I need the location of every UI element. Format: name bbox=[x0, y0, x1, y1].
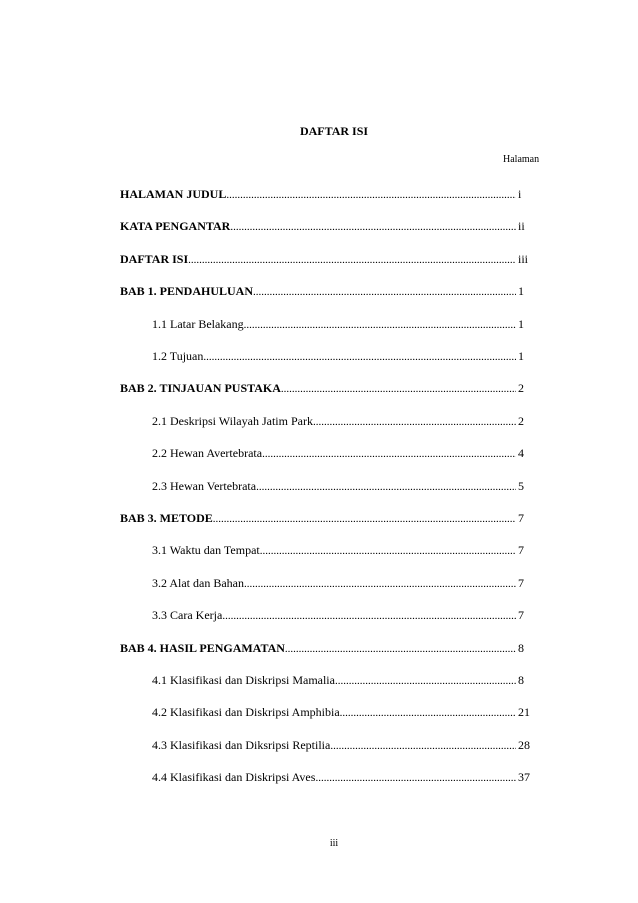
toc-entry bbox=[152, 672, 548, 688]
toc-entry-line bbox=[120, 186, 516, 202]
toc-entry-page: 7 bbox=[518, 543, 524, 558]
toc-entry bbox=[152, 348, 548, 364]
toc-entry-label: BAB 2. TINJAUAN PUSTAKA bbox=[120, 381, 281, 396]
toc-entry bbox=[120, 186, 548, 202]
toc-entry-page: i bbox=[518, 187, 522, 201]
toc-entry-label: 4.4 Klasifikasi dan Diskripsi Aves bbox=[152, 770, 316, 785]
toc-entry bbox=[152, 413, 548, 429]
toc-entry bbox=[120, 218, 548, 234]
toc-entry-line bbox=[152, 737, 516, 753]
toc-entry-page: 37 bbox=[518, 770, 530, 785]
toc-entry-line bbox=[152, 542, 516, 558]
toc-entry-line bbox=[152, 316, 516, 332]
dot-leader bbox=[203, 349, 516, 364]
toc-entry-line bbox=[152, 478, 516, 494]
toc-entry bbox=[152, 769, 548, 785]
toc-entry-line bbox=[152, 607, 516, 623]
dot-leader bbox=[230, 219, 516, 234]
toc-entry bbox=[120, 640, 548, 656]
toc-entry-line bbox=[120, 380, 516, 396]
toc-entry-page: 7 bbox=[518, 575, 524, 590]
toc-entry-page: 4 bbox=[518, 446, 524, 461]
toc-entry-page: 21 bbox=[518, 705, 530, 720]
toc-entry-label: 4.1 Klasifikasi dan Diskripsi Mamalia bbox=[152, 673, 335, 687]
toc-entry bbox=[152, 704, 548, 720]
toc-entry-page: 8 bbox=[518, 640, 524, 655]
toc-entry-label: 4.2 Klasifikasi dan Diskripsi Amphibia bbox=[152, 705, 340, 720]
dot-leader bbox=[340, 705, 516, 720]
toc-entry-line bbox=[152, 704, 516, 720]
toc-entry-page: 2 bbox=[518, 413, 524, 428]
toc-entry-page: iii bbox=[518, 251, 529, 266]
dot-leader bbox=[315, 770, 516, 785]
toc-entry-page: ii bbox=[518, 219, 525, 234]
toc-entry bbox=[120, 510, 548, 526]
toc-entry-label: 3.2 Alat dan Bahan bbox=[152, 575, 244, 590]
dot-leader bbox=[281, 381, 516, 396]
dot-leader bbox=[260, 543, 516, 558]
toc-entry bbox=[152, 607, 548, 623]
toc-entry-line bbox=[152, 445, 516, 461]
toc-entry-line bbox=[120, 251, 516, 267]
toc-entry-label: KATA PENGANTAR bbox=[120, 219, 231, 234]
dot-leader bbox=[330, 738, 516, 753]
toc-entry-label: 2.3 Hewan Vertebrata bbox=[152, 478, 257, 493]
page-column-header: Halaman bbox=[503, 154, 540, 165]
dot-leader bbox=[285, 641, 516, 656]
footer-page-number: iii bbox=[329, 838, 339, 849]
dot-leader bbox=[313, 414, 516, 429]
toc-entry bbox=[120, 283, 548, 299]
toc-entry-line bbox=[152, 672, 516, 688]
dot-leader bbox=[213, 511, 516, 526]
toc-entry-label: 3.3 Cara Kerja bbox=[152, 608, 223, 623]
toc-entry-page: 2 bbox=[518, 381, 524, 396]
toc-entry bbox=[152, 316, 548, 332]
toc-entry bbox=[152, 575, 548, 591]
toc-entry bbox=[120, 251, 548, 267]
toc-entry-label: 1.1 Latar Belakang bbox=[152, 316, 244, 331]
page-title: DAFTAR ISI bbox=[299, 124, 369, 138]
dot-leader bbox=[244, 576, 516, 591]
toc-entry-label: HALAMAN JUDUL bbox=[120, 187, 227, 201]
toc-entry-line bbox=[120, 510, 516, 526]
toc-entry-line bbox=[152, 348, 516, 364]
toc-entry-page: 7 bbox=[518, 608, 524, 623]
dot-leader bbox=[222, 608, 516, 623]
dot-leader bbox=[226, 187, 516, 202]
toc-entry-label: 4.3 Klasifikasi dan Diksripsi Reptilia bbox=[152, 737, 331, 752]
dot-leader bbox=[335, 673, 516, 688]
toc-entry bbox=[120, 380, 548, 396]
toc-entry-page: 1 bbox=[518, 284, 524, 299]
dot-leader bbox=[256, 479, 516, 494]
toc-entry-label: BAB 3. METODE bbox=[120, 511, 213, 525]
dot-leader bbox=[262, 446, 516, 461]
toc-entry-line bbox=[120, 640, 516, 656]
toc-entry-line bbox=[120, 218, 516, 234]
toc-entry-page: 28 bbox=[518, 737, 530, 752]
toc-entry-label: 3.1 Waktu dan Tempat bbox=[152, 543, 260, 558]
toc-entry-page: 5 bbox=[518, 478, 524, 493]
toc-entry-label: BAB 4. HASIL PENGAMATAN bbox=[120, 640, 285, 655]
toc-entry-label: BAB 1. PENDAHULUAN bbox=[120, 284, 254, 299]
toc-entry-line bbox=[152, 413, 516, 429]
toc-entry-page: 1 bbox=[518, 349, 524, 363]
toc-entry-page: 7 bbox=[518, 511, 524, 525]
toc-entry bbox=[152, 737, 548, 753]
toc-entry-line bbox=[152, 769, 516, 785]
toc-entry bbox=[152, 478, 548, 494]
toc-entry-label: 2.1 Deskripsi Wilayah Jatim Park bbox=[152, 413, 313, 428]
toc-entry-label: 1.2 Tujuan bbox=[152, 349, 204, 363]
dot-leader bbox=[253, 284, 516, 299]
dot-leader bbox=[188, 252, 516, 267]
toc-entry-line bbox=[120, 283, 516, 299]
toc-entry bbox=[152, 542, 548, 558]
toc-entry-line bbox=[152, 575, 516, 591]
toc-entry-page: 8 bbox=[518, 673, 524, 687]
toc-entry bbox=[152, 445, 548, 461]
toc-entry-label: 2.2 Hewan Avertebrata bbox=[152, 446, 263, 461]
toc-entry-label: DAFTAR ISI bbox=[120, 251, 189, 266]
toc-entry-page: 1 bbox=[518, 316, 524, 331]
dot-leader bbox=[244, 317, 516, 332]
